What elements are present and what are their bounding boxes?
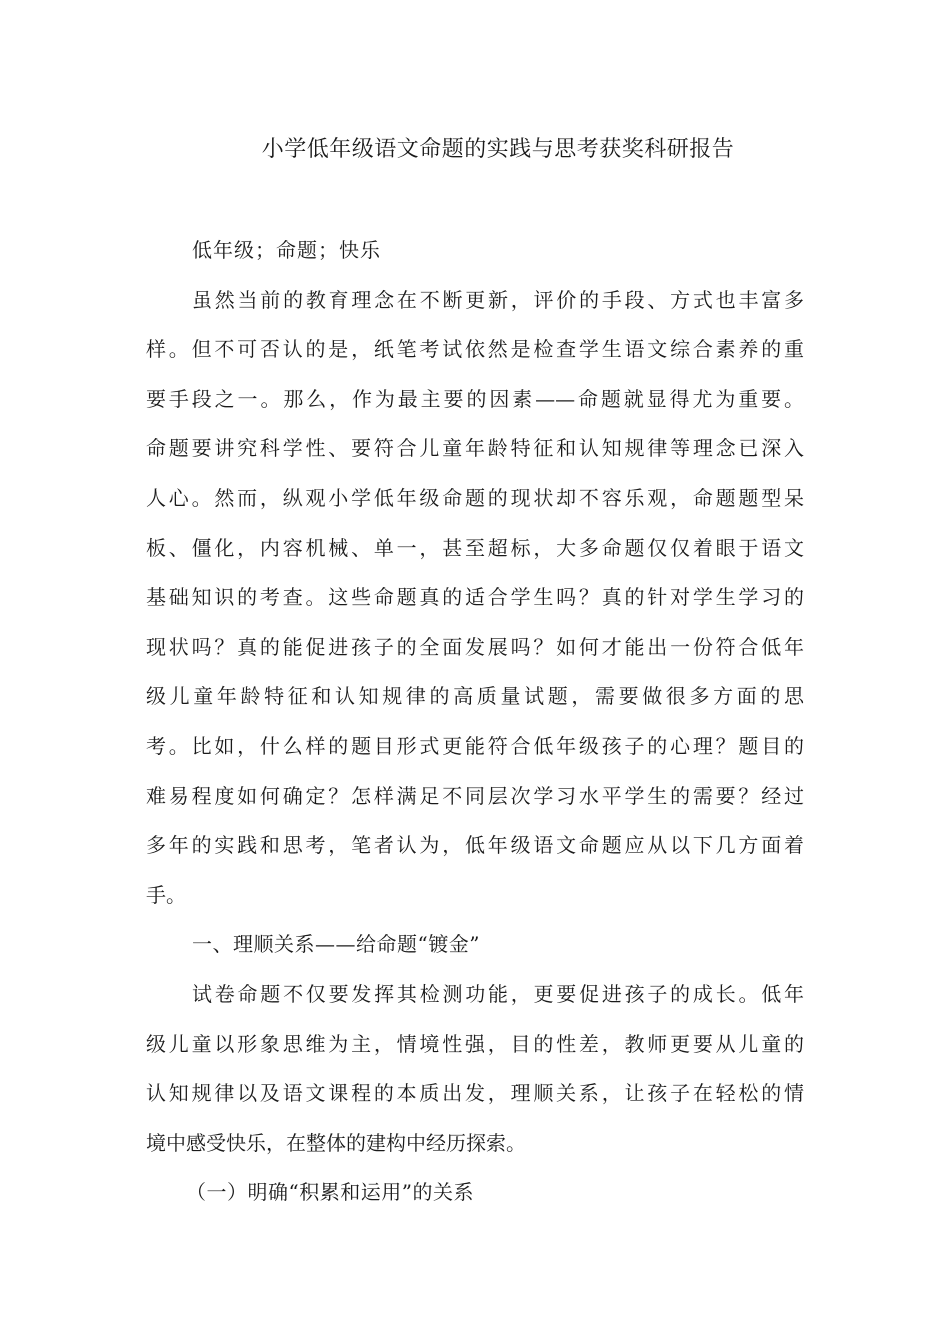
- paragraph-line: 虽然当前的教育理念在不断更新，评价的手段、方式也丰富多: [192, 287, 804, 312]
- paragraph-line: 多年的实践和思考，笔者认为，低年级语文命题应从以下几方面着: [146, 833, 804, 858]
- paragraph-line: 样。但不可否认的是，纸笔考试依然是检查学生语文综合素养的重: [146, 337, 804, 362]
- paragraph-line: 考。比如，什么样的题目形式更能符合低年级孩子的心理？题目的: [146, 733, 804, 758]
- paragraph-line: 难易程度如何确定？怎样满足不同层次学习水平学生的需要？经过: [146, 783, 804, 808]
- intro-paragraph: [146, 282, 804, 927]
- subsection-heading: （一）明确“积累和运用”的关系: [186, 1180, 474, 1205]
- paragraph-line: 试卷命题不仅要发挥其检测功能，更要促进孩子的成长。低年: [192, 981, 804, 1006]
- paragraph-line: 板、僵化，内容机械、单一，甚至超标，大多命题仅仅着眼于语文: [146, 535, 804, 560]
- paragraph-line: 级儿童年龄特征和认知规律的高质量试题，需要做很多方面的思: [146, 684, 804, 709]
- paragraph-line: 基础知识的考查。这些命题真的适合学生吗？真的针对学生学习的: [146, 585, 804, 610]
- paragraph-line: 人心。然而，纵观小学低年级命题的现状却不容乐观，命题题型呆: [146, 485, 804, 510]
- paragraph-line: 现状吗？真的能促进孩子的全面发展吗？如何才能出一份符合低年: [146, 634, 804, 659]
- paragraph-line: 认知规律以及语文课程的本质出发，理顺关系，让孩子在轻松的情: [146, 1081, 804, 1106]
- section-heading: 一、理顺关系——给命题“镀金”: [192, 932, 480, 957]
- paragraph-line: 命题要讲究科学性、要符合儿童年龄特征和认知规律等理念已深入: [146, 436, 804, 461]
- section-paragraph: [146, 976, 804, 1174]
- keywords-line: 低年级；命题；快乐: [192, 238, 381, 262]
- paragraph-line: 级儿童以形象思维为主，情境性强，目的性差，教师更要从儿童的: [146, 1031, 804, 1056]
- paragraph-line: 要手段之一。那么，作为最主要的因素——命题就显得尤为重要。: [146, 386, 804, 411]
- document-title: 小学低年级语文命题的实践与思考获奖科研报告: [261, 137, 735, 162]
- document-body: [146, 232, 804, 1224]
- paragraph-line: 手。: [146, 882, 186, 907]
- paragraph-line: 境中感受快乐，在整体的建构中经历探索。: [146, 1130, 526, 1155]
